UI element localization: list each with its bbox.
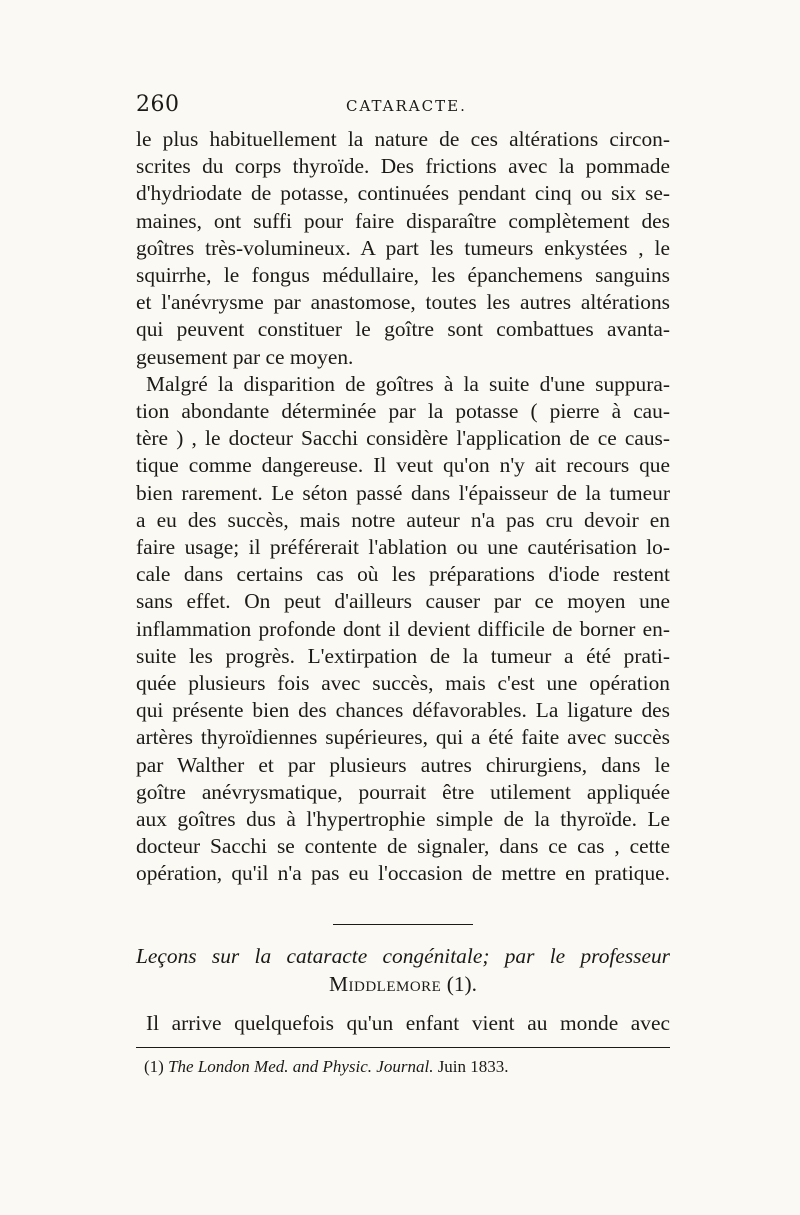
text-line: tion abondante déterminée par la potasse ( pierre à cau-	[136, 399, 670, 424]
text-line: geusement par ce moyen.	[136, 344, 354, 369]
text-line: goîtres très-volumineux. A part les tumeurs enkystées , le	[136, 235, 670, 260]
text-line: quée plusieurs fois avec succès, mais c'est une opération	[136, 671, 670, 696]
author-name: Middlemore	[329, 971, 442, 996]
text-line: squirrhe, le fongus médullaire, les épanchemens sanguins	[136, 263, 670, 288]
text-line: suite les progrès. L'extirpation de la tumeur a été prati-	[136, 643, 670, 668]
text-line: et l'anévrysme par anastomose, toutes les autres altérations	[136, 290, 670, 315]
text-line: bien rarement. Le séton passé dans l'épaisseur de la tumeur	[136, 480, 670, 505]
footnote-rule	[136, 1047, 670, 1048]
footnote-marker: (1)	[144, 1056, 164, 1076]
text-line: a eu des succès, mais notre auteur n'a pas cru devoir en	[136, 507, 670, 532]
footnote	[136, 1056, 670, 1078]
page-number: 260	[136, 92, 180, 117]
book-page	[136, 92, 670, 1078]
section-opening-line: Il arrive quelquefois qu'un enfant vient au monde avec	[146, 1010, 670, 1035]
text-line: artères thyroïdiennes supérieures, qui a été faite avec succès	[136, 725, 670, 750]
running-title: CATARACTE.	[346, 97, 467, 115]
footnote-date: Juin 1833.	[437, 1056, 509, 1076]
footnote-source: The London Med. and Physic. Journal.	[168, 1056, 434, 1076]
text-line: maines, ont suffi pour faire disparaître complètement des	[136, 208, 670, 233]
paragraph-2	[136, 371, 670, 888]
text-line: cale dans certains cas où les préparations d'iode restent	[136, 562, 670, 587]
text-line: le plus habituellement la nature de ces altérations circon-	[136, 127, 670, 151]
text-line: qui peuvent constituer le goître sont combattues avanta-	[136, 317, 670, 342]
text-line: docteur Sacchi se contente de signaler, dans ce cas , cette	[136, 834, 670, 859]
text-line: scrites du corps thyroïde. Des frictions avec la pommade	[136, 154, 670, 179]
text-line: tère ) , le docteur Sacchi considère l'application de ce caus-	[136, 426, 670, 451]
running-head	[136, 92, 670, 126]
paragraph-1	[136, 126, 670, 371]
text-line: faire usage; il préférerait l'ablation ou une cautérisation lo-	[136, 535, 670, 560]
text-line: Malgré la disparition de goîtres à la suite d'une suppura-	[146, 371, 670, 396]
text-line: aux goîtres dus à l'hypertrophie simple de la thyroïde. Le	[136, 807, 670, 832]
text-line: qui présente bien des chances défavorables. La ligature des	[136, 698, 670, 723]
text-line: goître anévrysmatique, pourrait être utilement appliquée	[136, 779, 670, 804]
text-line: par Walther et par plusieurs autres chirurgiens, dans le	[136, 752, 670, 777]
text-line: d'hydriodate de potasse, continuées pendant cinq ou six se-	[136, 181, 670, 206]
text-line: tique comme dangereuse. Il veut qu'on n'y ait recours que	[136, 453, 670, 478]
text-line: opération, qu'il n'a pas eu l'occasion de mettre en pratique.	[136, 861, 670, 886]
footnote-reference: (1).	[446, 971, 477, 996]
section-heading-author	[136, 970, 670, 998]
section-heading: Leçons sur la cataracte congénitale; par le professeur	[136, 943, 670, 968]
text-line: inflammation profonde dont il devient difficile de borner en-	[136, 616, 670, 641]
text-line: sans effet. On peut d'ailleurs causer par ce moyen une	[136, 589, 670, 614]
section-divider	[333, 924, 473, 925]
